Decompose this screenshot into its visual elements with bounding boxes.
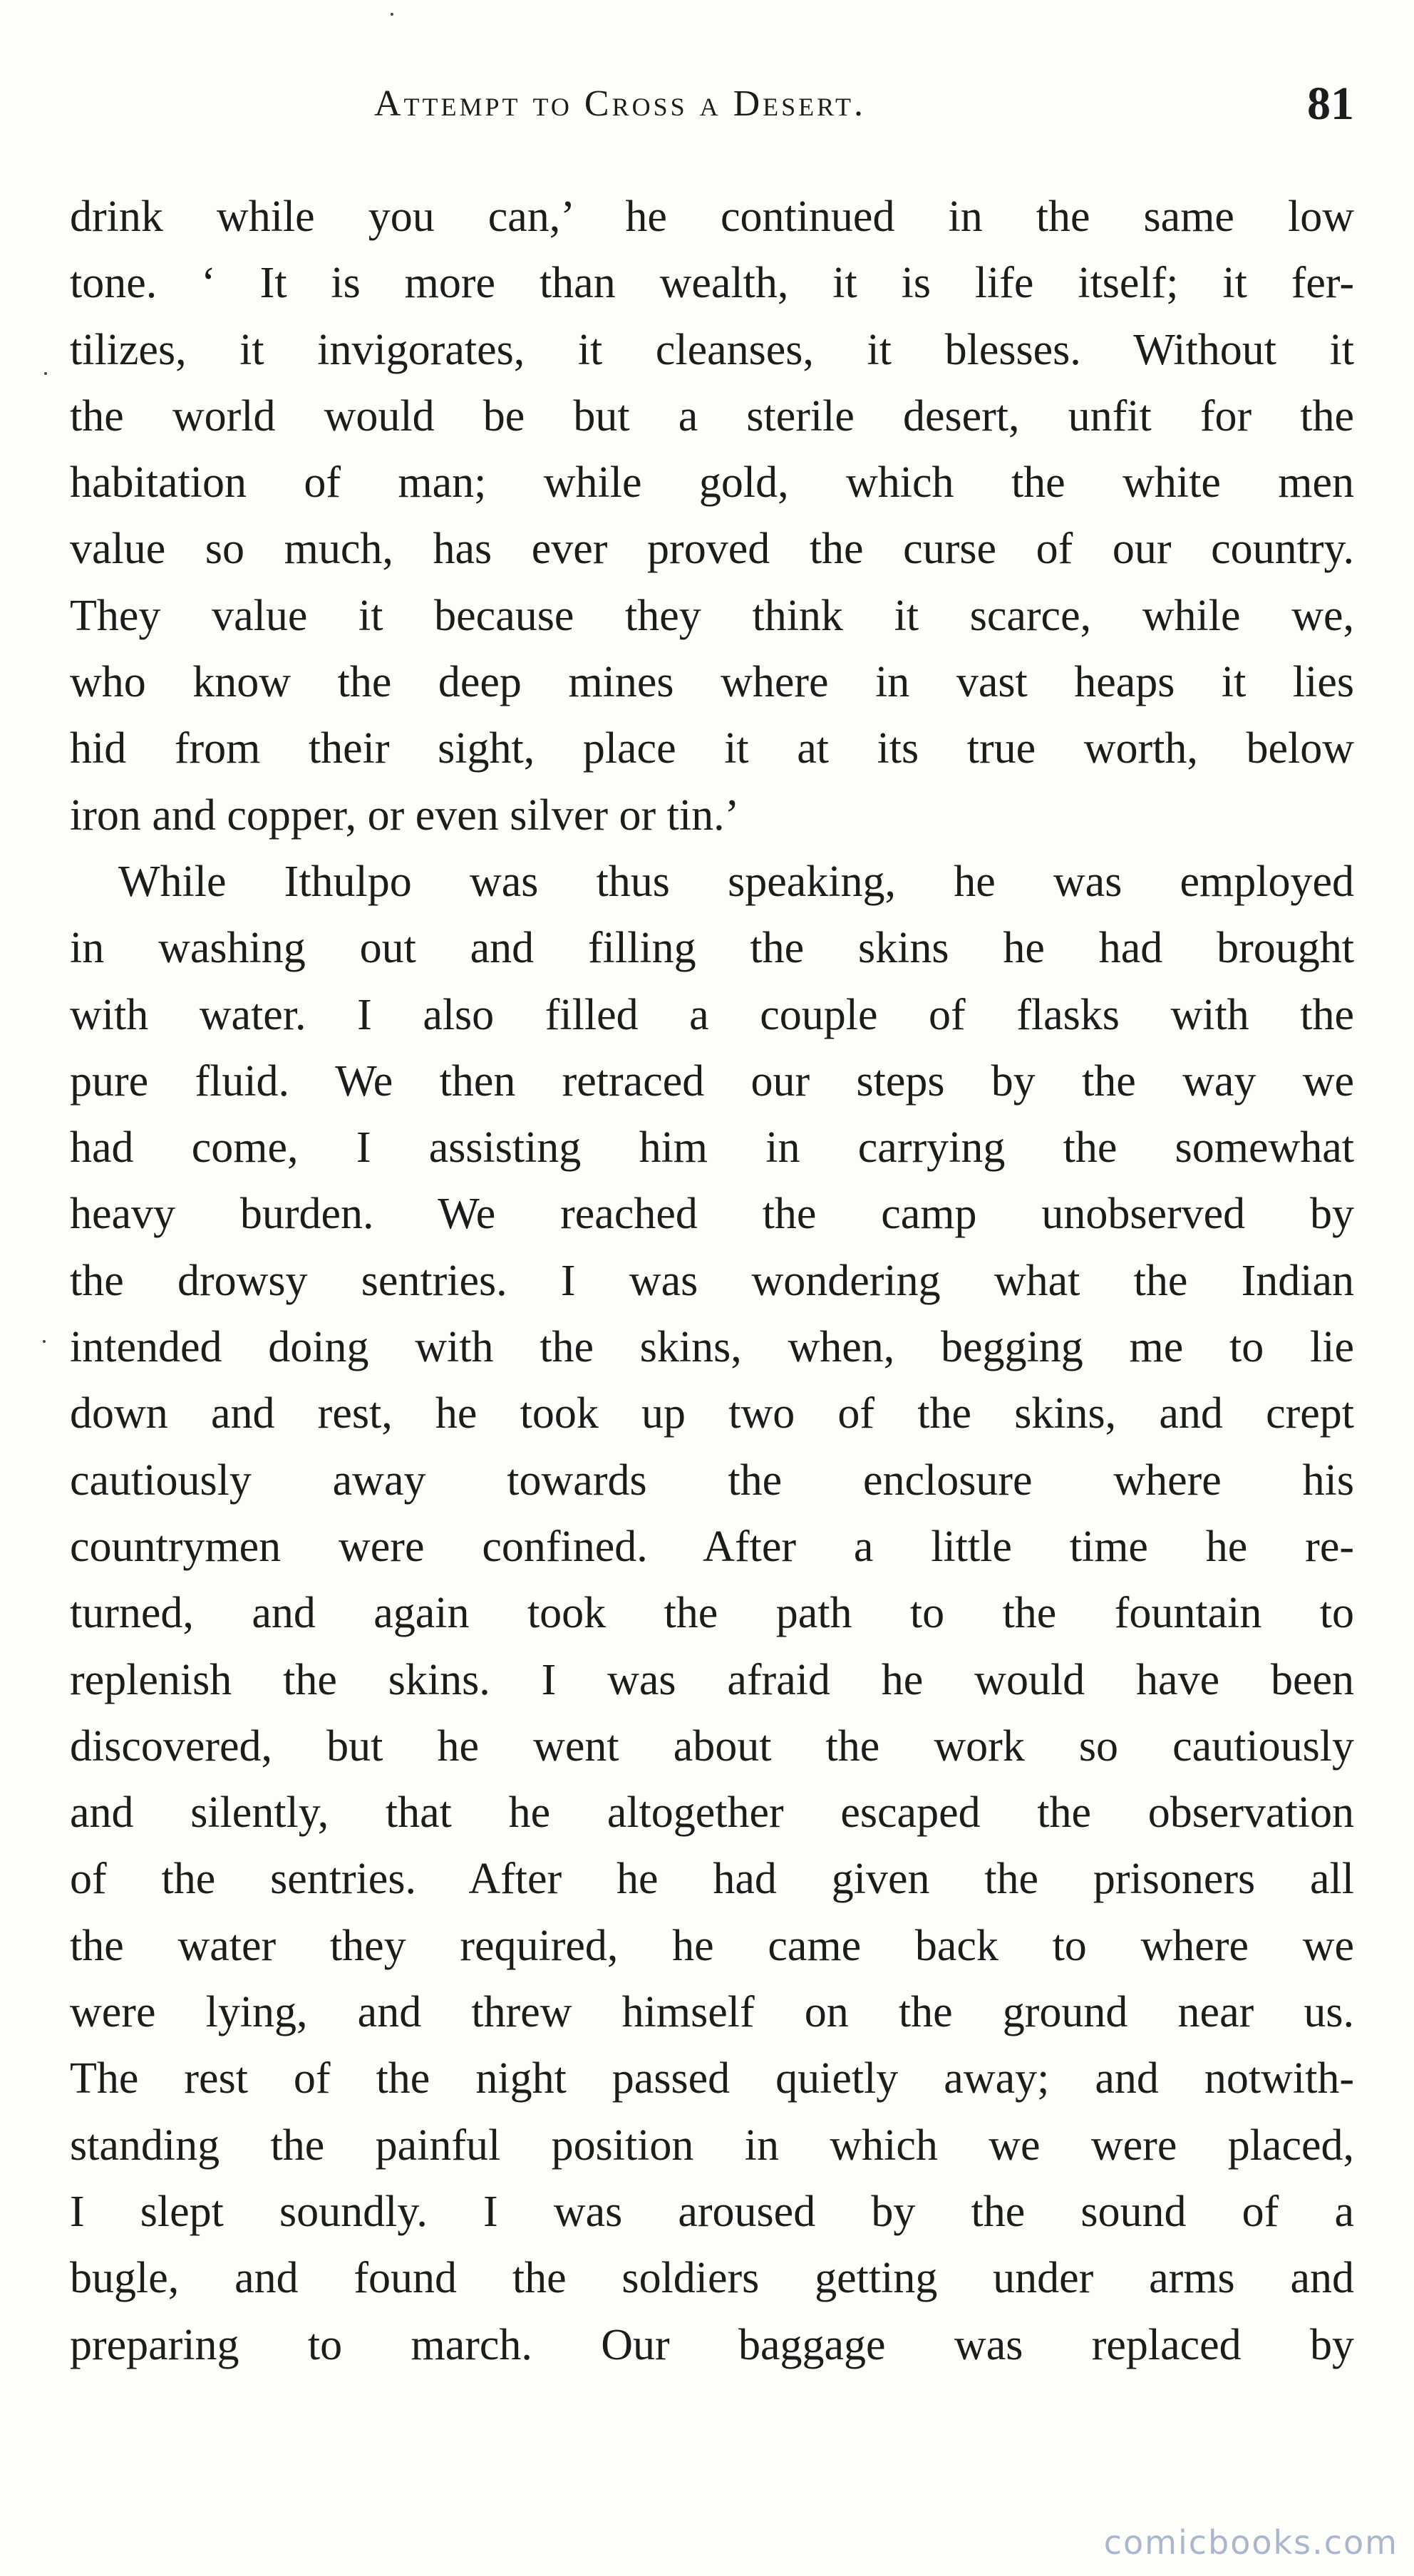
text-line: in washing out and filling the skins he had brought <box>70 924 1354 973</box>
watermark: comicbooks.com <box>1103 2523 1398 2562</box>
text-line: habitation of man; while gold, which the white men <box>70 458 1354 508</box>
text-line: preparing to march. Our baggage was replaced by <box>70 2320 1354 2369</box>
text-line: countrymen were confined. After a little time he re- <box>70 1522 1354 1571</box>
text-line: pure fluid. We then retraced our steps by the way we <box>70 1056 1354 1106</box>
text-line: They value it because they think it scarce, while we, <box>70 591 1354 640</box>
text-line: tilizes, it invigorates, it cleanses, it blesses. Without it <box>70 325 1354 374</box>
text-line: discovered, but he went about the work so cautiously <box>70 1721 1354 1771</box>
text-line: the drowsy sentries. I was wondering what the Indian <box>70 1256 1354 1305</box>
text-line: I slept soundly. I was aroused by the sound of a <box>70 2187 1354 2236</box>
text-line: who know the deep mines where in vast heaps it lies <box>70 658 1354 707</box>
text-line: standing the painful position in which we were placed, <box>70 2121 1354 2170</box>
text-line: While Ithulpo was thus speaking, he was employed <box>118 857 1354 906</box>
running-head-title: Attempt to Cross a Desert. <box>374 83 867 124</box>
text-line: down and rest, he took up two of the skins, and crept <box>70 1389 1354 1438</box>
text-line: of the sentries. After he had given the prisoners all <box>70 1855 1354 1904</box>
text-line: replenish the skins. I was afraid he would have been <box>70 1655 1354 1704</box>
text-line: intended doing with the skins, when, begging me to lie <box>70 1323 1354 1372</box>
text-line: turned, and again took the path to the fountain to <box>70 1589 1354 1638</box>
text-line: value so much, has ever proved the curse of our country. <box>70 525 1354 574</box>
text-line: tone. ‘ It is more than wealth, it is life itself; it fer- <box>70 259 1354 308</box>
text-line: The rest of the night passed quietly away; and notwith- <box>70 2054 1354 2103</box>
running-head <box>71 77 1354 141</box>
text-line: were lying, and threw himself on the ground near us. <box>70 1988 1354 2037</box>
text-line: the world would be but a sterile desert, unfit for the <box>70 391 1354 441</box>
print-speck <box>44 372 47 375</box>
text-line: heavy burden. We reached the camp unobserved by <box>70 1190 1354 1239</box>
print-speck <box>43 1340 46 1343</box>
body-text <box>70 184 1354 2379</box>
page-number: 81 <box>1307 78 1354 130</box>
print-speck <box>391 13 393 16</box>
text-line: bugle, and found the soldiers getting under arms and <box>70 2254 1354 2303</box>
text-line: drink while you can,’ he continued in the same low <box>70 192 1354 241</box>
text-line: cautiously away towards the enclosure where his <box>70 1456 1354 1505</box>
text-line: the water they required, he came back to where we <box>70 1921 1354 1970</box>
text-line: iron and copper, or even silver or tin.’ <box>70 790 740 840</box>
text-line: hid from their sight, place it at its true worth, below <box>70 724 1354 773</box>
text-line: had come, I assisting him in carrying the somewhat <box>70 1123 1354 1173</box>
text-line: and silently, that he altogether escaped the observation <box>70 1788 1354 1838</box>
text-line: with water. I also filled a couple of flasks with the <box>70 990 1354 1039</box>
